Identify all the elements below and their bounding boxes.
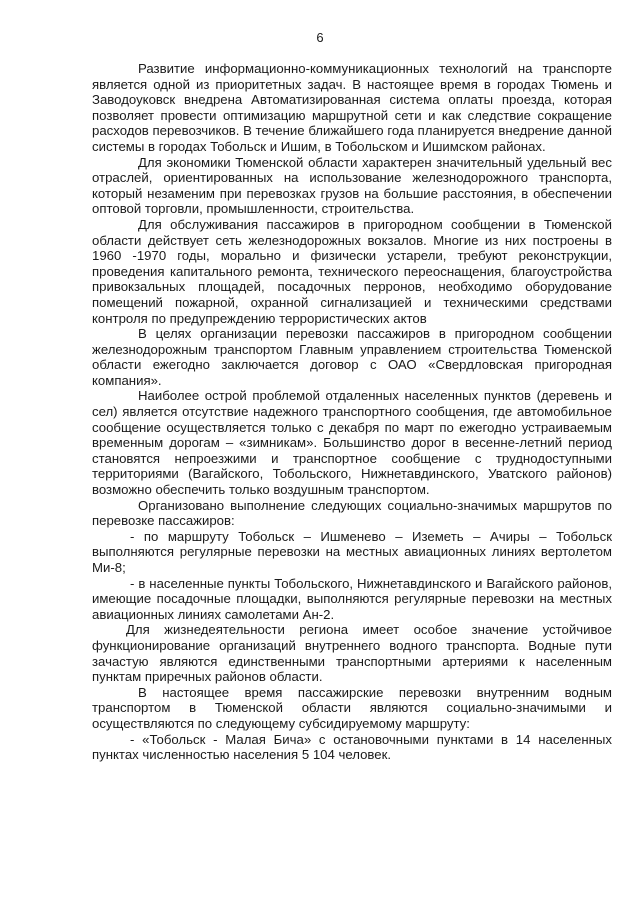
paragraph-water-passenger-routes: В настоящее время пассажирские перевозки внутренним водным транспортом в Тюменской области являются социально-значимыми и осуществляются по следующему субсидируемому маршруту: — [92, 684, 612, 731]
paragraph-railway-stations: Для обслуживания пассажиров в пригородном сообщении в Тюменской области действует сеть железнодорожных вокзалов. Многие из них построены в 1960 -1970 годы, морально и физически устарели, требуют реконструкции, проведения капитального ремонта, технического переоснащения, благоустройства привокзальных площадей, посадочных перронов, необходимо оборудование помещений пожарной, охранной сигнализацией и техническими средствами контроля по предупреждению террористических актов — [92, 216, 612, 326]
paragraph-water-transport: Для жизнедеятельности региона имеет особое значение устойчивое функционирование организаций внутреннего водного транспорта. Водные пути зачастую являются единственными транспортными артериями к населенным пунктам приречных районов области. — [92, 622, 612, 685]
paragraph-ict-development: Развитие информационно-коммуникационных технологий на транспорте является одной из приоритетных задач. В настоящее время в городах Тюмень и Заводоуковск внедрена Автоматизированная система оплаты проезда, которая позволяет провести оптимизацию маршрутной сети и как следствие сокращение расходов перевозчиков. В течение ближайшего года планируется внедрение данной системы в городах Тобольск и Ишим, в Тобольском и Ишимском районах. — [92, 61, 612, 154]
list-item-water-route: - «Тобольск - Малая Бича» с остановочными пунктами в 14 населенных пунктах численностью населения 5 104 человек. — [92, 731, 612, 763]
document-body — [92, 61, 612, 763]
paragraph-railway-economy: Для экономики Тюменской области характерен значительный удельный вес отраслей, ориентированных на использование железнодорожного транспорта, который незаменим при перевозках грузов на большие расстояния, в обеспечении оптовой торговли, промышленности, строительства. — [92, 154, 612, 217]
list-item-airplane-route: - в населенные пункты Тобольского, Нижнетавдинского и Вагайского районов, имеющие посадочные площадки, выполняются регулярные перевозки на местных авиационных линиях самолетами Ан-2. — [92, 575, 612, 622]
paragraph-remote-settlements: Наиболее острой проблемой отдаленных населенных пунктов (деревень и сел) является отсутствие надежного транспортного сообщения, где автомобильное сообщение осуществляется только с декабря по март по ежегодно устраиваемым временным дорогам – «зимникам». Большинство дорог в весенне-летний период становятся непроезжими и транспортное сообщение с труднодоступными территориями (Вагайского, Тобольского, Нижнетавдинского, Уватского районов) возможно обеспечить только воздушным транспортом. — [92, 388, 612, 498]
list-item-helicopter-route: - по маршруту Тобольск – Ишменево – Иземеть – Ачиры – Тобольск выполняются регулярные перевозки на местных авиационных линиях вертолетом Ми-8; — [92, 528, 612, 575]
page-number: 6 — [316, 30, 324, 45]
paragraph-social-routes-intro: Организовано выполнение следующих социально-значимых маршрутов по перевозке пассажиров: — [92, 497, 612, 529]
paragraph-suburban-contract: В целях организации перевозки пассажиров в пригородном сообщении железнодорожным транспортом Главным управлением строительства Тюменской области ежегодно заключается договор с ОАО «Свердловская пригородная компания». — [92, 326, 612, 388]
